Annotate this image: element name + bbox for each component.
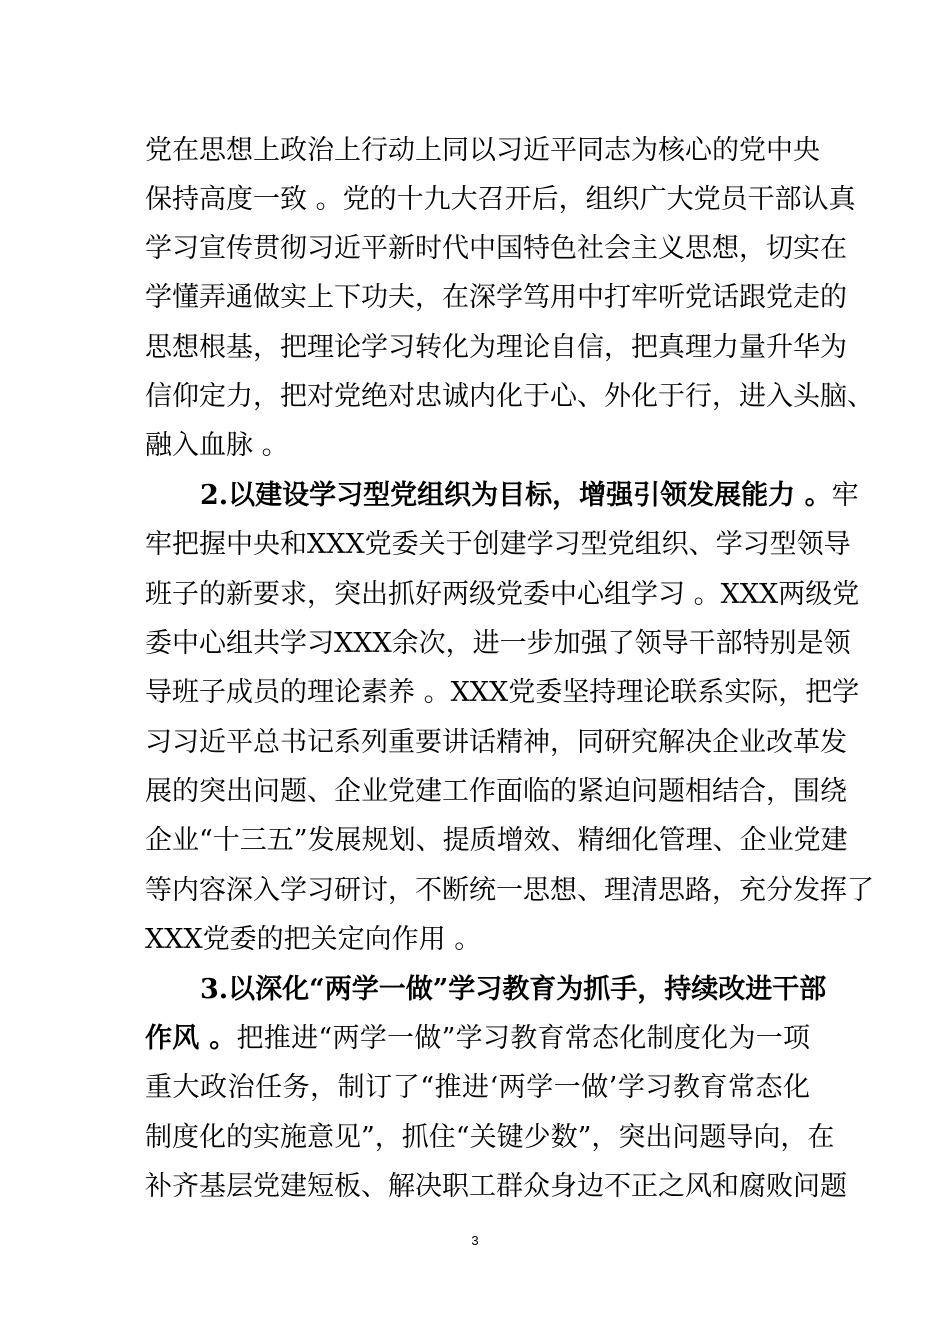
paragraph-line: XXX党委的把关定向作用 。 bbox=[145, 924, 482, 955]
section-2-heading-line bbox=[200, 480, 859, 511]
paragraph-line: 导班子成员的理论素养 。XXX党委坚持理论联系实际，把学 bbox=[145, 677, 860, 708]
paragraph-line: 党在思想上政治上行动上同以习近平同志为核心的党中央 bbox=[145, 135, 820, 166]
paragraph-line: 学懂弄通做实上下功夫，在深学笃用中打牢听党话跟党走的 bbox=[145, 282, 847, 313]
section-2-heading: 2.以建设学习型党组织为目标，增强引领发展能力 。 bbox=[200, 480, 832, 511]
section-3-heading: 3.以深化“两学一做”学习教育为抓手，持续改进干部 bbox=[200, 974, 827, 1005]
paragraph-line: 等内容深入学习研讨，不断统一思想、理清思路，充分发挥了 bbox=[145, 875, 874, 906]
paragraph-line: 思想根基，把理论学习转化为理论自信，把真理力量升华为 bbox=[145, 332, 847, 363]
paragraph-line: 补齐基层党建短板、解决职工群众身边不正之风和腐败问题 bbox=[145, 1171, 847, 1202]
paragraph-line: 融入血脉 。 bbox=[145, 430, 289, 461]
paragraph-line: 班子的新要求，突出抓好两级党委中心组学习 。XXX两级党 bbox=[145, 579, 860, 610]
paragraph-line: 制度化的实施意见”，抓住“关键少数”，突出问题导向，在 bbox=[145, 1122, 835, 1153]
section-3-heading-line-2 bbox=[145, 1024, 810, 1054]
paragraph-line: 委中心组共学习XXX余次，进一步加强了领导干部特别是领 bbox=[145, 628, 851, 659]
paragraph-line: 保持高度一致 。党的十九大召开后，组织广大党员干部认真 bbox=[145, 184, 856, 215]
section-3-heading-end: 作风 。 bbox=[145, 1023, 237, 1054]
paragraph-line: 牢把握中央和XXX党委关于创建学习型党组织、学习型领导 bbox=[145, 529, 851, 560]
paragraph-line: 重大政治任务，制订了“推进‘两学一做’学习教育常态化 bbox=[145, 1072, 810, 1103]
section-3-text: 把推进“两学一做”学习教育常态化制度化为一项 bbox=[236, 1023, 811, 1054]
paragraph-line: 信仰定力，把对党绝对忠诚内化于心、外化于行，进入头脑、 bbox=[145, 381, 874, 412]
paragraph-line: 展的突出问题、企业党建工作面临的紧迫问题相结合，围绕 bbox=[145, 776, 847, 807]
paragraph-line: 企业“十三五”发展规划、提质增效、精细化管理、企业党建 bbox=[145, 825, 848, 856]
paragraph-line: 习习近平总书记系列重要讲话精神，同研究解决企业改革发 bbox=[145, 727, 847, 758]
section-2-heading-tail: 牢 bbox=[831, 480, 859, 511]
paragraph-line: 学习宣传贯彻习近平新时代中国特色社会主义思想，切实在 bbox=[145, 233, 847, 264]
page-number: 3 bbox=[471, 1233, 479, 1248]
